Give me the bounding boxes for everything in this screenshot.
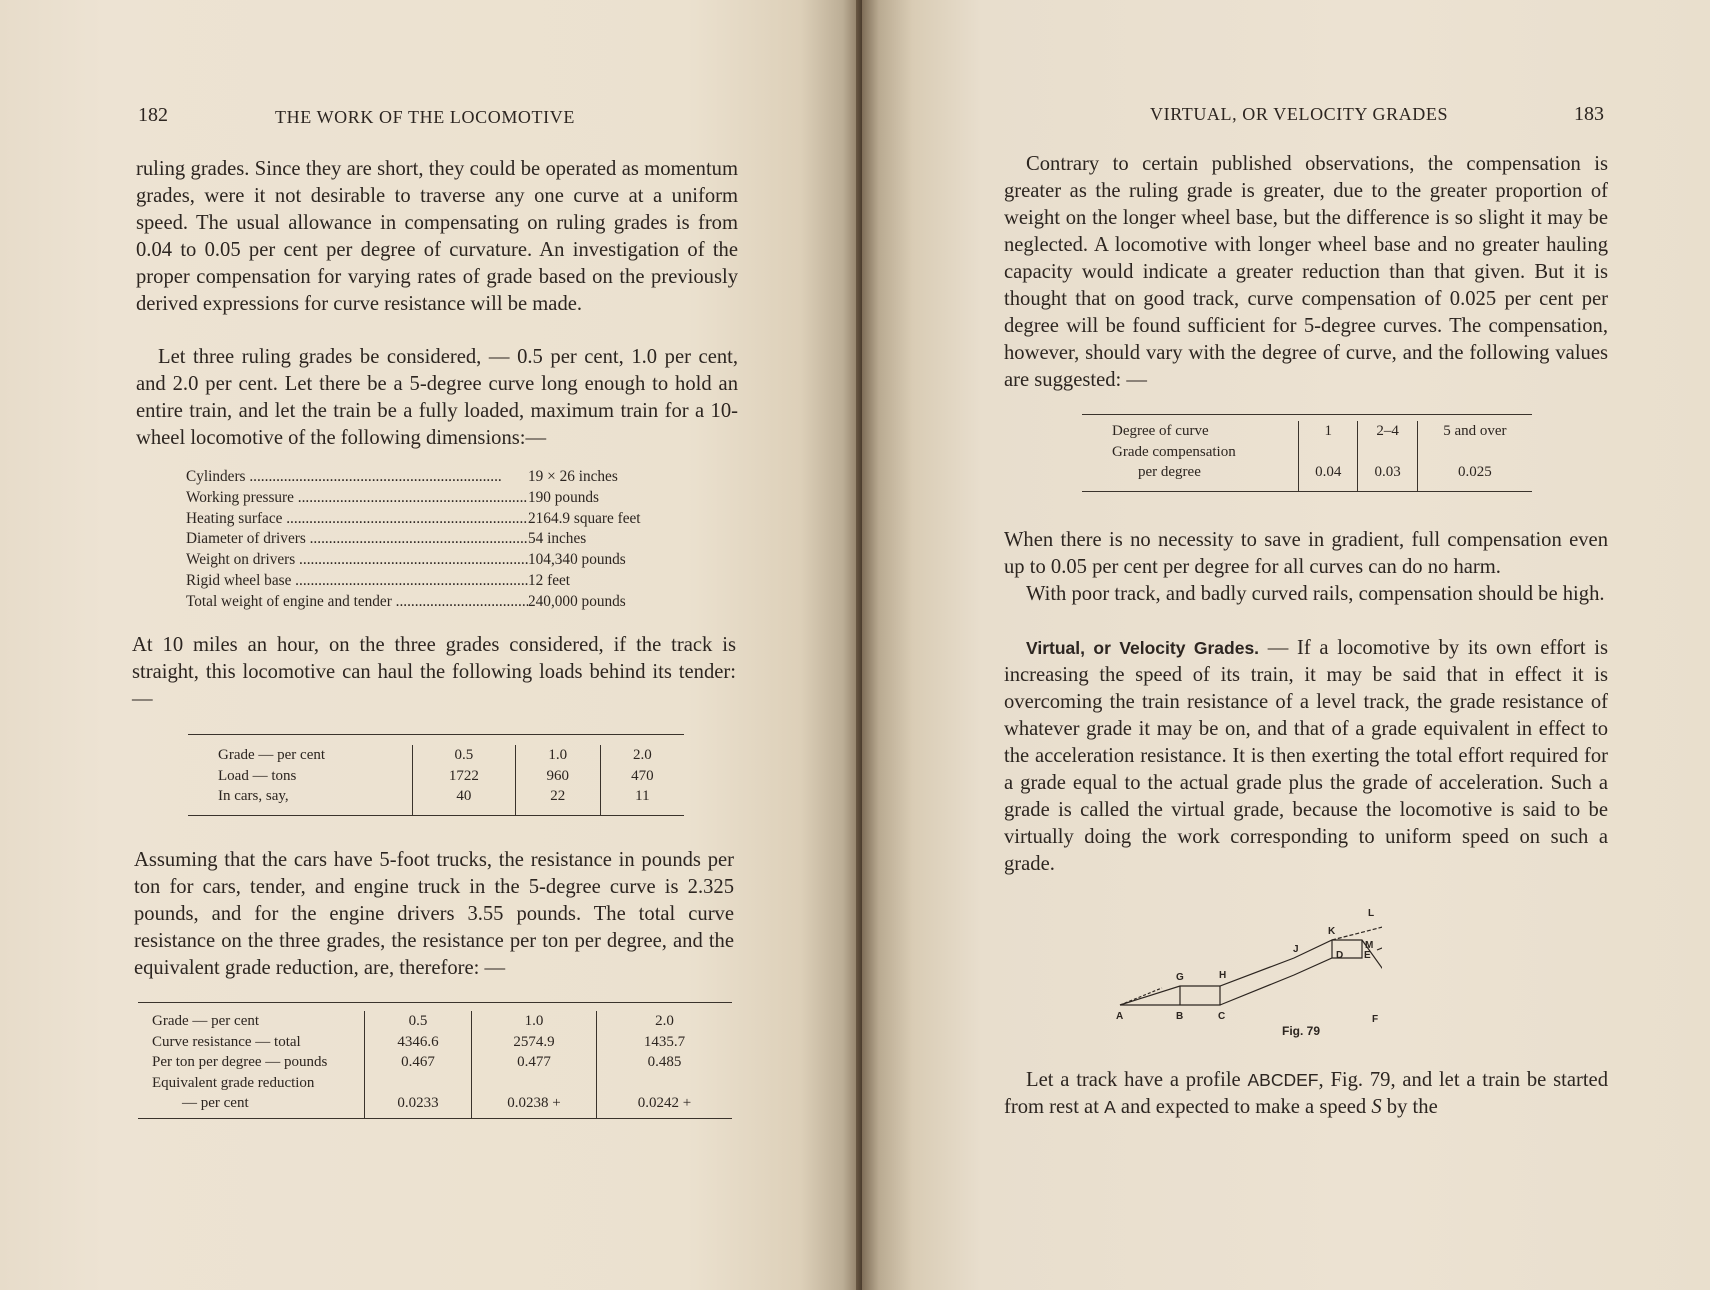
dimension-row: Total weight of engine and tender ..... 240,000 pounds	[186, 592, 641, 613]
table-row: — per cent 0.0233 0.0238 + 0.0242 +	[138, 1093, 732, 1114]
section-heading: Virtual, or Velocity Grades.	[1026, 638, 1260, 658]
virtual-grade-lines	[1120, 940, 1362, 1005]
figure-label: C	[1218, 1011, 1226, 1022]
right-paragraph-3: With poor track, and badly curved rails, compensation should be high.	[1026, 583, 1605, 605]
dimension-row: Weight on drivers ..... 104,340 pounds	[186, 550, 641, 571]
profile-figure	[1102, 900, 1382, 1040]
table-row: Load — tons 1722 960 470	[188, 766, 684, 787]
load-table	[188, 734, 684, 816]
figure-label: L	[1368, 908, 1375, 919]
figure-label: F	[1372, 1014, 1379, 1025]
page-number-left: 182	[138, 104, 168, 126]
right-paragraph-2: When there is no necessity to save in gradient, full compensation even up to 0.05 per cent per degree for all curves can do no harm.	[1004, 529, 1608, 578]
dimension-row: Diameter of drivers ..... 54 inches	[186, 529, 641, 550]
left-paragraph-1: ruling grades. Since they are short, they could be operated as momentum grades, were it not desirable to traverse any one curve at a uniform speed. The usual allowance in compensating on ruling grades is from 0.04 to 0.05 per cent per degree of curvature. An investigation of the proper compensation for varying rates of grade based on the previously derived expressions for curve resistance will be made.	[136, 158, 738, 315]
table-row: Grade — per cent 0.5 1.0 2.0	[188, 745, 684, 766]
left-paragraph-4: Assuming that the cars have 5-foot trucks, the resistance in pounds per ton for cars, tender, and engine truck in the 5-degree curve is 2.325 pounds, and for the engine drivers 3.55 pounds. The total curve resistance on the three grades, the resistance per ton per degree, and the equivalent grade reduction, are, therefore: —	[134, 849, 734, 979]
figure-label: H	[1219, 970, 1227, 981]
dashed-line	[1120, 988, 1162, 1005]
table-row: In cars, say, 40 22 11	[188, 786, 684, 807]
figure-caption: Fig. 79	[1282, 1024, 1321, 1038]
table-row: per degree 0.04 0.03 0.025	[1082, 462, 1532, 483]
figure-marker	[1377, 922, 1382, 950]
right-paragraph-1: Contrary to certain published observations, the compensation is greater as the ruling grade is greater, due to the greater proportion of weight on the longer wheel base, but the difference is so slight it may be neglected. A locomotive with longer wheel base and no greater hauling capacity would indicate a greater reduction than that given. But it is thought that on good track, curve compensation of 0.025 per cent per degree will be found sufficient for 5-degree curves. The compensation, however, should vary with the degree of curve, and the following values are suggested: —	[1004, 153, 1608, 391]
locomotive-dimensions-list	[186, 467, 641, 613]
dimension-row: Cylinders ..... 19 × 26 inches	[186, 467, 641, 488]
dimension-row: Rigid wheel base ..... 12 feet	[186, 571, 641, 592]
dashed-line	[1332, 922, 1382, 940]
running-head-left: THE WORK OF THE LOCOMOTIVE	[275, 107, 575, 127]
running-head-right: VIRTUAL, OR VELOCITY GRADES	[1150, 104, 1449, 124]
figure-label: B	[1176, 1011, 1184, 1022]
figure-label: D	[1336, 950, 1344, 961]
left-paragraph-2: Let three ruling grades be considered, — 0.5 per cent, 1.0 per cent, and 2.0 per cent. Let there be a 5-degree curve long enough to hold an entire train, and let the train be a fully loaded, maximum train for a 10-wheel locomotive of the following dimensions:—	[136, 346, 738, 449]
page-number-right: 183	[1574, 103, 1604, 125]
figure-label: G	[1176, 972, 1184, 983]
compensation-table	[1082, 414, 1532, 492]
curve-resistance-table	[138, 1002, 732, 1119]
table-row: Grade compensation	[1082, 442, 1532, 463]
figure-label: J	[1293, 944, 1299, 955]
table-row: Equivalent grade reduction	[138, 1073, 732, 1094]
figure-label: A	[1116, 1011, 1124, 1022]
figure-label: M	[1365, 940, 1374, 951]
table-row: Curve resistance — total 4346.6 2574.9 1435.7	[138, 1032, 732, 1053]
right-paragraph-5: Let a track have a profile ABCDEF, Fig. 79, and let a train be started from rest at A and expected to make a speed S by the	[1004, 1069, 1608, 1118]
right-paragraph-4: Virtual, or Velocity Grades. — If a locomotive by its own effort is increasing the speed of its train, it may be said that in effect it is overcoming the train resistance of a level track, the grade resistance of whatever grade it may be on, and that of a grade equivalent in effect to the acceleration resistance. It is then exerting the total effort required for a grade equal to the actual grade plus the grade of acceleration. Such a grade is called the virtual grade, because the locomotive is said to be virtually doing the work corresponding to uniform speed on such a grade.	[1004, 637, 1608, 875]
left-paragraph-3: At 10 miles an hour, on the three grades considered, if the track is straight, this locomotive can haul the following loads behind its tender: —	[132, 634, 736, 710]
table-row: Per ton per degree — pounds 0.467 0.477 0.485	[138, 1052, 732, 1073]
table-row: Grade — per cent 0.5 1.0 2.0	[138, 1011, 732, 1032]
dimension-row: Heating surface ..... 2164.9 square feet	[186, 509, 641, 530]
figure-label: E	[1364, 950, 1371, 961]
table-row: Degree of curve 1 2–4 5 and over	[1082, 421, 1532, 442]
right-page	[862, 0, 1710, 1290]
dimension-row: Working pressure ..... 190 pounds	[186, 488, 641, 509]
figure-label: K	[1328, 926, 1336, 937]
